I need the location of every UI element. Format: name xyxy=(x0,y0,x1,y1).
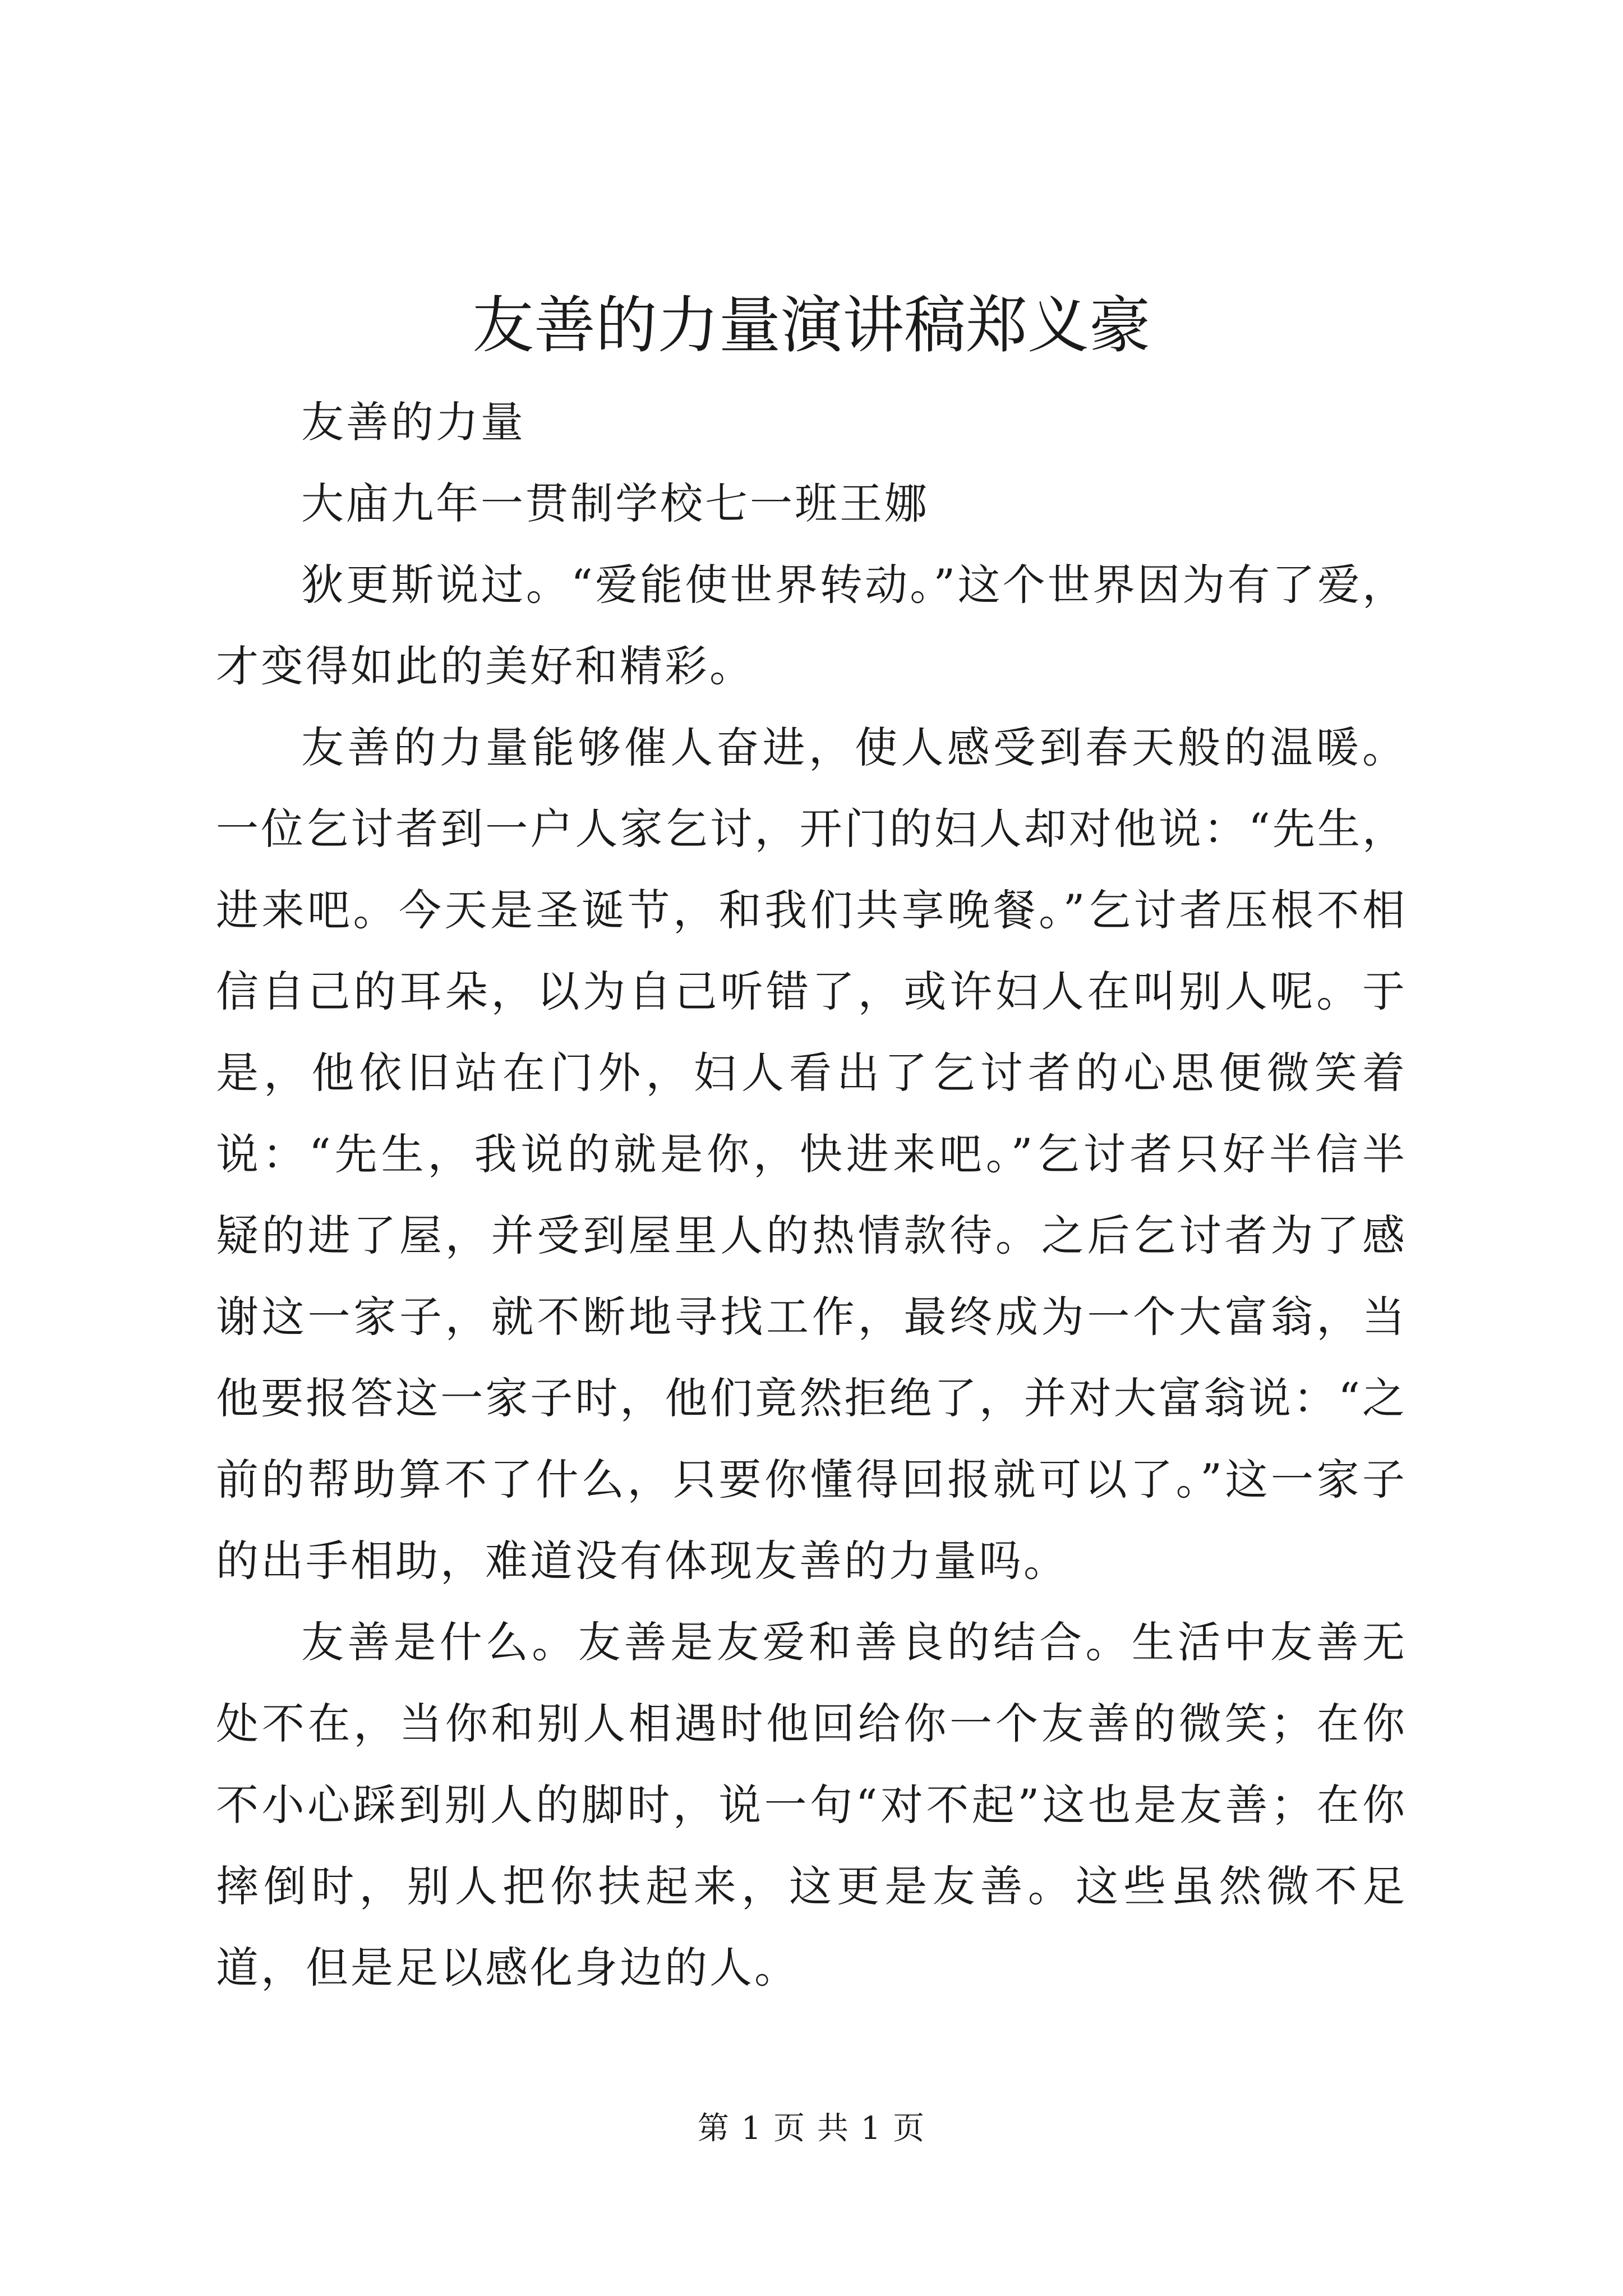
paragraph-quote: 狄更斯说过。“爱能使世界转动。”这个世界因为有了爱，才变得如此的美好和精彩。 xyxy=(216,560,1407,691)
document-title: 友善的力量演讲稿郑义豪 xyxy=(472,289,1151,361)
paragraph-author: 大庙九年一贯制学校七一班王娜 xyxy=(301,478,929,528)
paragraph-story: 友善的力量能够催人奋进，使人感受到春天般的温暖。一位乞讨者到一户人家乞讨，开门的妇人却对他说：“先生，进来吧。今天是圣诞节，和我们共享晚餐。”乞讨者压根不相信自己的耳朵，以为自己听错了，或许妇人在叫别人呢。于是，他依旧站在门外，妇人看出了乞讨者的心思便微笑着说：“先生，我说的就是你，快进来吧。”乞讨者只好半信半疑的进了屋，并受到屋里人的热情款待。之后乞讨者为了感谢这一家子，就不断地寻找工作，最终成为一个大富翁，当他要报答这一家子时，他们竟然拒绝了，并对大富翁说：“之前的帮助算不了什么，只要你懂得回报就可以了。”这一家子的出手相助，难道没有体现友善的力量吗。 xyxy=(216,723,1407,1586)
document-body xyxy=(216,381,1407,2008)
paragraph-subtitle: 友善的力量 xyxy=(301,397,525,447)
page-footer: 第 1 页 共 1 页 xyxy=(697,2110,926,2147)
paragraph-definition: 友善是什么。友善是友爱和善良的结合。生活中友善无处不在，当你和别人相遇时他回给你一个友善的微笑；在你不小心踩到别人的脚时，说一句“对不起”这也是友善；在你摔倒时，别人把你扶起来，这更是友善。这些虽然微不足道，但是足以感化身边的人。 xyxy=(216,1617,1407,1993)
